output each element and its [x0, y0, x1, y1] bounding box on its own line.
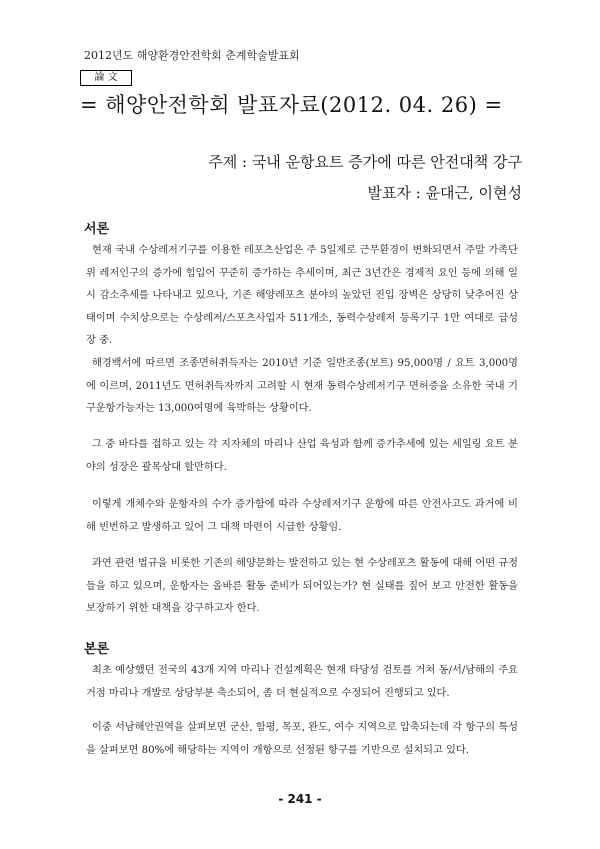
subject-line: 주제 : 국내 운항요트 증가에 따른 안전대책 강구 [208, 153, 522, 171]
conference-header: 2012년도 해양환경안전학회 춘계학술발표회 [84, 49, 300, 62]
paragraph: 현재 국내 수상레저기구를 이용한 레포츠산업은 주 5일제로 근무환경이 변화되면서 주말 가족단위 레저인구의 증가에 힘입어 꾸준히 증가하는 추세이며, 최근 3년간은 경제적 요인 등에 의해 일시 감소추세를 나타내고 있으나, 기존 해양레포츠 분야의 높았던 진입 장벽은 상당히 낮추어진 상태이며 수치상으로는 수상레저/스포츠사업자 511개소, 동력수상레저 등록기구 1만 여대로 급성장 중. [86, 245, 518, 346]
presenter-line: 발표자 : 윤대근, 이현성 [367, 184, 522, 202]
section-heading-body: 본론 [84, 642, 110, 657]
article-type-label: 論 文 [80, 70, 132, 86]
paragraph: 그 중 바다를 접하고 있는 각 지자체의 마리나 산업 육성과 함께 증가추세에 있는 세일링 요트 분야의 성장은 괄목상대 할만하다. [86, 439, 518, 473]
paragraph: 과연 관련 법규을 비롯한 기존의 해양문화는 발전하고 있는 현 수상레포츠 활동에 대해 어떤 규정들을 하고 있으며, 운항자는 올바른 활동 준비가 되어있는가? 현 실태를 짚어 보고 안전한 활동을 보장하기 위한 대책을 강구하고자 한다. [86, 558, 518, 614]
section-heading-introduction: 서론 [84, 222, 110, 237]
page-title: = 해양안전학회 발표자료(2012. 04. 26) = [80, 93, 503, 117]
paragraph: 이중 서남해안권역을 살펴보면 군산, 함평, 목포, 완도, 여수 지역으로 압축되는데 각 항구의 특성을 살펴보면 80%에 해당하는 지역이 개항으로 선정된 항구를 기반으로 설치되고 있다. [86, 722, 518, 756]
page-number: - 241 - [278, 792, 322, 806]
paragraph: 해경백서에 따르면 조종면허취득자는 2010년 기준 일반조종(보트) 95,000명 / 요트 3,000명에 이르며, 2011년도 면허취득자까지 고려할 시 현재 동력수상레저기구 면허증을 소유한 국내 기구운항가능자는 13,000여명에 육박하는 상황이다. [86, 358, 518, 414]
paragraph: 최초 예상했던 전국의 43개 지역 마리나 건설계획은 현재 타당성 검토를 거쳐 동/서/남해의 주요 거점 마리나 개발로 상당부분 축소되어, 좀 더 현실적으로 수정되어 진행되고 있다. [86, 665, 518, 699]
paragraph: 이렇게 개체수와 운항자의 수가 증가함에 따라 수상레저기구 운항에 따른 안전사고도 과거에 비해 빈번하고 발생하고 있어 그 대책 마련이 시급한 상황임. [86, 499, 518, 533]
